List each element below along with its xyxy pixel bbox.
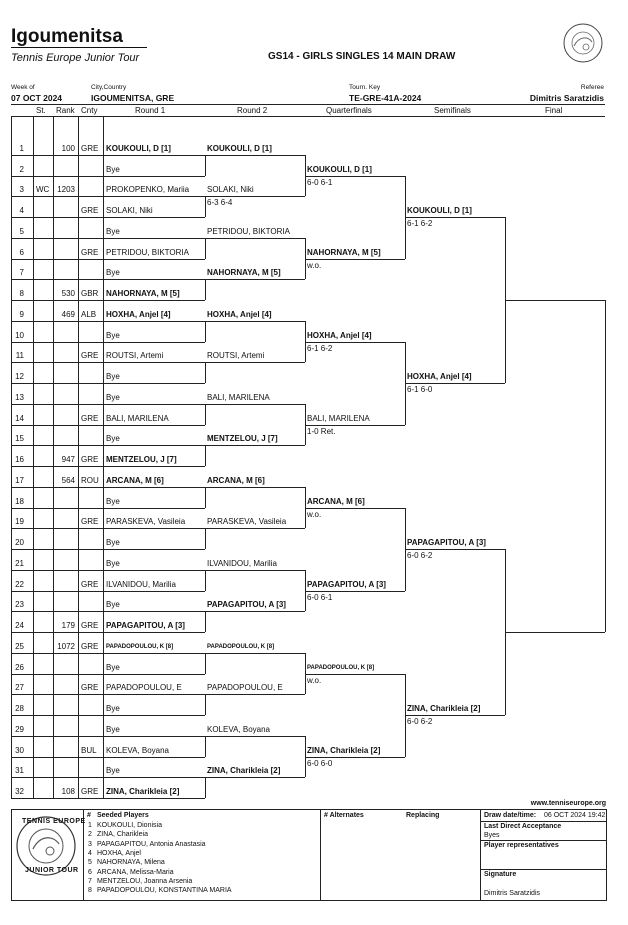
row-divider bbox=[11, 445, 205, 446]
row-divider bbox=[11, 342, 205, 343]
match-score: 1-0 Ret. bbox=[307, 427, 336, 436]
match-score: 6-0 6-2 bbox=[407, 551, 433, 560]
bracket-player: ROUTSI, Artemi bbox=[207, 351, 265, 360]
player-name: Bye bbox=[106, 434, 120, 443]
match-score: w.o. bbox=[307, 510, 322, 519]
bracket-player: ZINA, Charikleia [2] bbox=[207, 766, 281, 775]
bracket-player: SOLAKI, Niki bbox=[207, 185, 254, 194]
draw-position: 13 bbox=[15, 393, 24, 402]
draw-position: 24 bbox=[15, 621, 24, 630]
player-name: BALI, MARILENA bbox=[106, 414, 169, 423]
entry-country: GRE bbox=[81, 621, 99, 630]
bracket-player: NAHORNAYA, M [5] bbox=[307, 248, 381, 257]
col-cnty: Cnty bbox=[81, 106, 98, 115]
entry-status: WC bbox=[36, 185, 50, 194]
entry-country: GRE bbox=[81, 642, 99, 651]
player-name: Bye bbox=[106, 165, 120, 174]
referee-label: Referee bbox=[580, 84, 604, 91]
logo-text-bottom: JUNIOR TOUR bbox=[25, 867, 79, 874]
player-name: ROUTSI, Artemi bbox=[106, 351, 164, 360]
seed-number: 1 bbox=[88, 822, 92, 829]
entry-country: GRE bbox=[81, 414, 99, 423]
player-name: PAPADOPOULOU, E bbox=[106, 683, 182, 692]
bracket-line bbox=[205, 528, 305, 529]
draw-position: 8 bbox=[19, 289, 24, 298]
entry-rank: 100 bbox=[61, 144, 75, 153]
bracket-connector bbox=[205, 694, 206, 715]
alternates-title: # Alternates bbox=[324, 812, 364, 819]
bracket-line bbox=[205, 611, 305, 612]
signature-value: Dimitris Saratzidis bbox=[484, 890, 541, 897]
draw-position: 5 bbox=[19, 227, 24, 236]
row-divider bbox=[11, 611, 205, 612]
row-divider bbox=[11, 196, 205, 197]
city-label: City,Country bbox=[91, 84, 127, 91]
bracket-connector bbox=[205, 321, 206, 342]
bracket-player: KOLEVA, Boyana bbox=[207, 725, 270, 734]
player-name: MENTZELOU, J [7] bbox=[106, 455, 177, 464]
entry-rank: 947 bbox=[61, 455, 75, 464]
footer-rule-1 bbox=[480, 821, 606, 822]
match-score: 6-0 6-0 bbox=[307, 759, 333, 768]
event-name: GS14 - GIRLS SINGLES 14 MAIN DRAW bbox=[268, 51, 456, 62]
draw-position: 18 bbox=[15, 497, 24, 506]
draw-position: 9 bbox=[19, 310, 24, 319]
player-name: Bye bbox=[106, 331, 120, 340]
city-value: IGOUMENITSA, GRE bbox=[91, 93, 175, 103]
bracket-connector bbox=[205, 653, 206, 674]
draw-position: 22 bbox=[15, 580, 24, 589]
bracket-line bbox=[205, 155, 305, 156]
bracket-line bbox=[305, 674, 405, 675]
player-name: PAPAGAPITOU, A [3] bbox=[106, 621, 185, 630]
entry-country: GRE bbox=[81, 580, 99, 589]
seeded-hash: # bbox=[87, 812, 91, 819]
player-name: Bye bbox=[106, 704, 120, 713]
bracket-connector bbox=[205, 736, 206, 757]
col-rank: Rank bbox=[56, 106, 75, 115]
match-score: w.o. bbox=[307, 261, 322, 270]
entry-country: GRE bbox=[81, 144, 99, 153]
bracket-line bbox=[205, 736, 305, 737]
tourn-key-label: Tourn. Key bbox=[349, 84, 381, 91]
bracket-player: PARASKEVA, Vasileia bbox=[207, 517, 287, 526]
player-name: Bye bbox=[106, 766, 120, 775]
bracket-line bbox=[305, 259, 405, 260]
row-divider bbox=[11, 487, 205, 488]
tourn-key-value: TE-GRE-41A-2024 bbox=[349, 93, 422, 103]
player-name: Bye bbox=[106, 559, 120, 568]
player-name: PAPADOPOULOU, K [8] bbox=[106, 644, 174, 650]
final-line bbox=[505, 632, 605, 633]
table-col-line bbox=[11, 116, 12, 798]
bracket-player: ARCANA, M [6] bbox=[307, 497, 365, 506]
seed-name: PAPAGAPITOU, Antonia Anastasia bbox=[97, 840, 206, 848]
draw-date-label: Draw date/time: bbox=[484, 812, 537, 819]
table-col-line bbox=[103, 116, 104, 798]
bracket-player: HOXHA, Anjel [4] bbox=[307, 331, 372, 340]
seed-number: 8 bbox=[88, 887, 92, 895]
bracket-line bbox=[205, 321, 305, 322]
player-name: Bye bbox=[106, 725, 120, 734]
row-divider bbox=[11, 777, 205, 778]
draw-position: 4 bbox=[19, 206, 24, 215]
bracket-player: ZINA, Charikleia [2] bbox=[307, 746, 381, 755]
bracket-player: MENTZELOU, J [7] bbox=[207, 434, 278, 443]
draw-position: 17 bbox=[15, 476, 24, 485]
bracket-line bbox=[405, 549, 505, 550]
row-divider bbox=[11, 362, 205, 363]
bracket-connector bbox=[205, 528, 206, 549]
row-divider bbox=[11, 549, 205, 550]
row-divider bbox=[11, 217, 205, 218]
player-reps-label: Player representatives bbox=[484, 842, 559, 849]
entry-country: GRE bbox=[81, 455, 99, 464]
entry-country: GRE bbox=[81, 248, 99, 257]
entry-rank: 530 bbox=[61, 289, 75, 298]
bracket-connector bbox=[205, 196, 206, 217]
bracket-line bbox=[205, 445, 305, 446]
seed-number: 6 bbox=[88, 868, 92, 876]
seed-number: 3 bbox=[88, 840, 92, 848]
bracket-player: PETRIDOU, BIKTORIA bbox=[207, 227, 290, 236]
player-name: Bye bbox=[106, 497, 120, 506]
footer-divider-3 bbox=[480, 809, 481, 900]
seed-name: NAHORNAYA, Milena bbox=[97, 859, 165, 867]
bracket-line bbox=[305, 757, 405, 758]
row-divider bbox=[11, 383, 205, 384]
footer-rule-2 bbox=[480, 840, 606, 841]
match-score: 6-1 6-2 bbox=[307, 344, 333, 353]
seeded-title: Seeded Players bbox=[97, 812, 149, 819]
entry-rank: 108 bbox=[61, 787, 75, 796]
bracket-connector bbox=[205, 404, 206, 425]
row-divider bbox=[11, 155, 205, 156]
seed-number: 5 bbox=[88, 859, 92, 867]
match-score: 6-0 6-2 bbox=[407, 717, 433, 726]
row-divider bbox=[11, 528, 205, 529]
bracket-line bbox=[205, 279, 305, 280]
row-divider bbox=[11, 570, 205, 571]
bracket-line bbox=[305, 176, 405, 177]
entry-rank: 564 bbox=[61, 476, 75, 485]
bracket-player: PAPADOPOULOU, E bbox=[207, 683, 283, 692]
draw-position: 19 bbox=[15, 517, 24, 526]
bracket-line bbox=[205, 362, 305, 363]
bracket-player: KOUKOULI, D [1] bbox=[207, 144, 272, 153]
tour-subtitle: Tennis Europe Junior Tour bbox=[11, 52, 140, 64]
draw-position: 3 bbox=[19, 185, 24, 194]
player-name: Bye bbox=[106, 268, 120, 277]
draw-position: 14 bbox=[15, 414, 24, 423]
entry-country: ALB bbox=[81, 310, 97, 319]
bracket-line bbox=[205, 238, 305, 239]
row-divider bbox=[11, 508, 205, 509]
signature-label: Signature bbox=[484, 871, 517, 878]
row-divider bbox=[11, 591, 205, 592]
draw-position: 28 bbox=[15, 704, 24, 713]
bracket-line bbox=[405, 217, 505, 218]
bracket-line bbox=[205, 653, 305, 654]
entry-rank: 1203 bbox=[57, 185, 75, 194]
title-underline bbox=[11, 47, 147, 48]
bracket-line bbox=[205, 777, 305, 778]
draw-position: 32 bbox=[15, 787, 24, 796]
match-score: 6-0 6-1 bbox=[307, 593, 333, 602]
bracket-player: PAPADOPOULOU, K [8] bbox=[307, 665, 375, 671]
player-name: PETRIDOU, BIKTORIA bbox=[106, 248, 189, 257]
entry-rank: 469 bbox=[61, 310, 75, 319]
row-divider bbox=[11, 653, 205, 654]
logo-text-top: TENNIS EUROPE bbox=[22, 818, 86, 825]
entry-country: GRE bbox=[81, 787, 99, 796]
bracket-line bbox=[305, 342, 405, 343]
col-st: St. bbox=[36, 106, 46, 115]
table-col-line bbox=[33, 116, 34, 798]
entry-country: BUL bbox=[81, 746, 97, 755]
row-divider bbox=[11, 694, 205, 695]
final-connector bbox=[605, 300, 606, 632]
bracket-line bbox=[305, 425, 405, 426]
row-divider bbox=[11, 632, 205, 633]
draw-position: 12 bbox=[15, 372, 24, 381]
seed-number: 2 bbox=[88, 831, 92, 839]
bracket-player: ZINA, Charikleia [2] bbox=[407, 704, 481, 713]
entry-country: ROU bbox=[81, 476, 99, 485]
bracket-player: PAPAGAPITOU, A [3] bbox=[207, 600, 286, 609]
row-divider bbox=[11, 715, 205, 716]
bracket-connector bbox=[205, 487, 206, 508]
seed-number: 4 bbox=[88, 849, 92, 857]
week-label: Week of bbox=[11, 84, 35, 91]
entry-country: GRE bbox=[81, 683, 99, 692]
draw-position: 1 bbox=[19, 144, 24, 153]
bracket-line bbox=[405, 715, 505, 716]
player-name: PROKOPENKO, Mariia bbox=[106, 185, 190, 194]
row-divider bbox=[11, 798, 205, 799]
bracket-connector bbox=[205, 238, 206, 259]
col-quarterfinals: Quarterfinals bbox=[326, 106, 372, 115]
draw-position: 30 bbox=[15, 746, 24, 755]
player-name: KOLEVA, Boyana bbox=[106, 746, 169, 755]
row-divider bbox=[11, 238, 205, 239]
player-name: Bye bbox=[106, 600, 120, 609]
col-round1: Round 1 bbox=[135, 106, 166, 115]
bracket-line bbox=[205, 404, 305, 405]
row-divider bbox=[11, 259, 205, 260]
player-name: Bye bbox=[106, 372, 120, 381]
bracket-player: KOUKOULI, D [1] bbox=[307, 165, 372, 174]
week-value: 07 OCT 2024 bbox=[11, 93, 63, 103]
seed-name: PAPADOPOULOU, KONSTANTINA MARIA bbox=[97, 887, 232, 895]
draw-position: 20 bbox=[15, 538, 24, 547]
col-final: Final bbox=[545, 106, 563, 115]
final-line bbox=[505, 300, 605, 301]
draw-position: 11 bbox=[15, 351, 24, 360]
draw-date-value: 06 OCT 2024 19:42 bbox=[544, 812, 606, 819]
match-score: 6-1 6-2 bbox=[407, 219, 433, 228]
player-name: HOXHA, Anjel [4] bbox=[106, 310, 171, 319]
entry-country: GRE bbox=[81, 206, 99, 215]
bracket-connector bbox=[205, 611, 206, 632]
table-col-line bbox=[78, 116, 79, 798]
bracket-player: NAHORNAYA, M [5] bbox=[207, 268, 281, 277]
bracket-connector bbox=[205, 279, 206, 300]
entry-country: GRE bbox=[81, 351, 99, 360]
bracket-player: PAPAGAPITOU, A [3] bbox=[407, 538, 486, 547]
row-divider bbox=[11, 466, 205, 467]
header-rule bbox=[11, 104, 605, 105]
player-name: Bye bbox=[106, 538, 120, 547]
bracket-line bbox=[205, 196, 305, 197]
row-divider bbox=[11, 321, 205, 322]
seed-name: HOXHA, Anjel bbox=[97, 849, 141, 857]
draw-position: 25 bbox=[15, 642, 24, 651]
player-name: KOUKOULI, D [1] bbox=[106, 144, 171, 153]
seed-number: 7 bbox=[88, 877, 92, 885]
row-divider bbox=[11, 736, 205, 737]
bracket-connector bbox=[205, 362, 206, 383]
match-score: w.o. bbox=[307, 676, 322, 685]
referee-value: Dimitris Saratzidis bbox=[529, 93, 604, 103]
player-name: ZINA, Charikleia [2] bbox=[106, 787, 180, 796]
header-rule-bottom bbox=[11, 116, 605, 117]
bracket-line bbox=[205, 694, 305, 695]
row-divider bbox=[11, 279, 205, 280]
tournament-title: Igoumenitsa bbox=[11, 26, 123, 47]
draw-position: 2 bbox=[19, 165, 24, 174]
bracket-line bbox=[205, 487, 305, 488]
row-divider bbox=[11, 404, 205, 405]
player-name: ILVANIDOU, Marilia bbox=[106, 580, 176, 589]
player-name: SOLAKI, Niki bbox=[106, 206, 153, 215]
seed-name: ZINA, Charikleia bbox=[97, 831, 148, 839]
tennis-europe-logo-top bbox=[562, 22, 604, 64]
draw-position: 23 bbox=[15, 600, 24, 609]
bracket-player: ILVANIDOU, Marilia bbox=[207, 559, 277, 568]
col-round2: Round 2 bbox=[237, 106, 268, 115]
entry-rank: 179 bbox=[61, 621, 75, 630]
draw-position: 15 bbox=[15, 434, 24, 443]
match-score: 6-3 6-4 bbox=[207, 198, 233, 207]
draw-position: 29 bbox=[15, 725, 24, 734]
bracket-player: HOXHA, Anjel [4] bbox=[407, 372, 472, 381]
row-divider bbox=[11, 300, 205, 301]
table-col-line bbox=[53, 116, 54, 798]
website-link[interactable]: www.tenniseurope.org bbox=[530, 800, 606, 807]
replacing-title: Replacing bbox=[406, 812, 440, 819]
footer-divider-2 bbox=[320, 809, 321, 900]
bracket-line bbox=[305, 591, 405, 592]
match-score: 6-1 6-0 bbox=[407, 385, 433, 394]
draw-position: 16 bbox=[15, 455, 24, 464]
draw-position: 7 bbox=[19, 268, 24, 277]
bracket-connector bbox=[205, 570, 206, 591]
bracket-player: PAPAGAPITOU, A [3] bbox=[307, 580, 386, 589]
bracket-player: HOXHA, Anjel [4] bbox=[207, 310, 272, 319]
entry-rank: 1072 bbox=[57, 642, 75, 651]
row-divider bbox=[11, 674, 205, 675]
draw-position: 10 bbox=[15, 331, 24, 340]
bracket-connector bbox=[205, 155, 206, 176]
bracket-player: KOUKOULI, D [1] bbox=[407, 206, 472, 215]
player-name: ARCANA, M [6] bbox=[106, 476, 164, 485]
col-semifinals: Semifinals bbox=[434, 106, 471, 115]
bracket-line bbox=[405, 383, 505, 384]
bracket-line bbox=[205, 570, 305, 571]
bracket-connector bbox=[205, 445, 206, 466]
bracket-player: BALI, MARILENA bbox=[207, 393, 270, 402]
bracket-player: BALI, MARILENA bbox=[307, 414, 370, 423]
footer-rule-3 bbox=[480, 869, 606, 870]
player-name: NAHORNAYA, M [5] bbox=[106, 289, 180, 298]
player-name: Bye bbox=[106, 393, 120, 402]
player-name: PARASKEVA, Vasileia bbox=[106, 517, 186, 526]
row-divider bbox=[11, 757, 205, 758]
draw-position: 27 bbox=[15, 683, 24, 692]
draw-position: 31 bbox=[15, 766, 24, 775]
draw-position: 26 bbox=[15, 663, 24, 672]
bracket-line bbox=[305, 508, 405, 509]
bracket-player: PAPADOPOULOU, K [8] bbox=[207, 644, 275, 650]
draw-position: 6 bbox=[19, 248, 24, 257]
entry-country: GBR bbox=[81, 289, 99, 298]
player-name: Bye bbox=[106, 227, 120, 236]
last-da-label: Last Direct Acceptance bbox=[484, 823, 562, 830]
entry-country: GRE bbox=[81, 517, 99, 526]
bracket-connector bbox=[205, 777, 206, 798]
draw-position: 21 bbox=[15, 559, 24, 568]
row-divider bbox=[11, 425, 205, 426]
bracket-player: ARCANA, M [6] bbox=[207, 476, 265, 485]
player-name: Bye bbox=[106, 663, 120, 672]
row-divider bbox=[11, 176, 205, 177]
last-da-value: Byes bbox=[484, 832, 500, 839]
seed-name: KOUKOULI, Dionisia bbox=[97, 822, 162, 829]
seed-name: MENTZELOU, Joanna Arsenia bbox=[97, 877, 193, 885]
seed-name: ARCANA, Melissa-Maria bbox=[97, 868, 174, 876]
match-score: 6-0 6-1 bbox=[307, 178, 333, 187]
